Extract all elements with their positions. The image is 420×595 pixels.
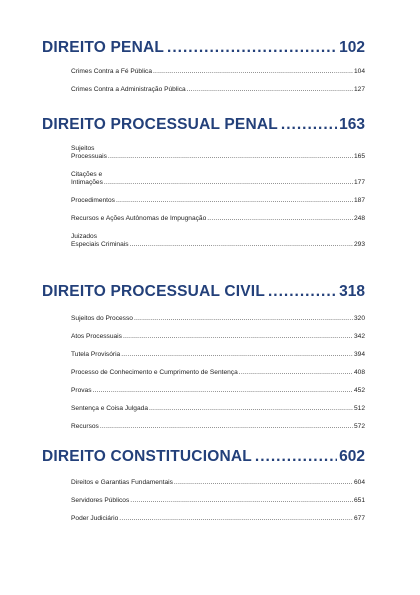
toc-entry[interactable] xyxy=(71,233,365,249)
entry-title-line1: Sujeitos xyxy=(71,145,95,152)
leader-dots xyxy=(104,179,353,187)
leader-dots xyxy=(174,479,353,487)
toc-entry[interactable] xyxy=(71,215,365,223)
leader-dots xyxy=(116,197,353,205)
toc-section-processual-civil xyxy=(42,283,365,441)
section-heading[interactable] xyxy=(42,448,365,470)
section-heading[interactable] xyxy=(42,116,365,138)
leader-dots xyxy=(134,315,353,323)
entry-title: Sujeitos do Processo xyxy=(71,315,133,322)
section-heading[interactable] xyxy=(42,283,365,305)
entry-title: Processo de Conhecimento e Cumprimento de Sentença xyxy=(71,369,238,376)
toc-entry[interactable] xyxy=(71,68,365,76)
entry-title: Recursos xyxy=(71,423,99,430)
leader-dots xyxy=(239,369,353,377)
leader-dots xyxy=(93,387,353,395)
section-title: DIREITO PROCESSUAL PENAL xyxy=(42,116,278,133)
section-title: DIREITO PENAL xyxy=(42,39,165,56)
entry-title: Intimações xyxy=(71,179,103,186)
toc-entry[interactable] xyxy=(71,86,365,94)
toc-entry[interactable] xyxy=(71,387,365,395)
toc-entry[interactable] xyxy=(71,145,365,161)
entry-page: 572 xyxy=(353,423,365,430)
toc-entry[interactable] xyxy=(71,479,365,487)
entry-page: 104 xyxy=(353,68,365,75)
entry-page: 165 xyxy=(353,153,365,160)
section-page: 163 xyxy=(339,116,365,133)
section-heading[interactable] xyxy=(42,39,365,61)
toc-entry[interactable] xyxy=(71,171,365,187)
leader-dots xyxy=(153,68,353,76)
entry-page: 677 xyxy=(353,515,365,522)
toc-entry[interactable] xyxy=(71,423,365,431)
entry-title: Sentença e Coisa Julgada xyxy=(71,405,148,412)
toc-entry[interactable] xyxy=(71,369,365,377)
entry-title: Poder Judiciário xyxy=(71,515,119,522)
toc-entry[interactable] xyxy=(71,497,365,505)
entry-title: Servidores Públicos xyxy=(71,497,130,504)
section-page: 318 xyxy=(339,283,365,300)
entry-page: 177 xyxy=(353,179,365,186)
entry-page: 512 xyxy=(353,405,365,412)
toc-section-constitucional xyxy=(42,448,365,533)
entry-page: 320 xyxy=(353,315,365,322)
toc-entry[interactable] xyxy=(71,515,365,523)
entry-title: Atos Processuais xyxy=(71,333,122,340)
leader-dots xyxy=(108,153,353,161)
entry-title: Tutela Provisória xyxy=(71,351,121,358)
entry-page: 293 xyxy=(353,241,365,248)
entry-page: 604 xyxy=(353,479,365,486)
entry-title: Especiais Criminais xyxy=(71,241,129,248)
entry-page: 408 xyxy=(353,369,365,376)
leader-dots xyxy=(123,333,353,341)
leader-dots xyxy=(187,86,353,94)
section-title: DIREITO CONSTITUCIONAL xyxy=(42,448,252,465)
entry-page: 248 xyxy=(353,215,365,222)
leader-dots xyxy=(130,241,353,249)
section-title: DIREITO PROCESSUAL CIVIL xyxy=(42,283,265,300)
entry-title: Recursos e Ações Autônomas de Impugnação xyxy=(71,215,207,222)
section-page: 102 xyxy=(339,39,365,56)
entry-page: 187 xyxy=(353,197,365,204)
leader-dots xyxy=(121,351,353,359)
leader-dots xyxy=(255,448,337,466)
toc-entry[interactable] xyxy=(71,197,365,205)
entry-page: 651 xyxy=(353,497,365,504)
entry-title: Procedimentos xyxy=(71,197,115,204)
entry-title: Direitos e Garantias Fundamentais xyxy=(71,479,173,486)
leader-dots xyxy=(130,497,353,505)
entry-title: Provas xyxy=(71,387,92,394)
leader-dots xyxy=(149,405,353,413)
entry-title: Crimes Contra a Administração Pública xyxy=(71,86,186,93)
entry-page: 342 xyxy=(353,333,365,340)
leader-dots xyxy=(167,39,337,57)
entry-page: 127 xyxy=(353,86,365,93)
entry-page: 394 xyxy=(353,351,365,358)
entry-title: Crimes Contra a Fé Pública xyxy=(71,68,152,75)
leader-dots xyxy=(100,423,353,431)
toc-entry[interactable] xyxy=(71,405,365,413)
leader-dots xyxy=(207,215,353,223)
entry-title: Processuais xyxy=(71,153,107,160)
toc-section-penal xyxy=(42,39,365,104)
entry-title-line1: Citações e xyxy=(71,171,103,178)
entry-page: 452 xyxy=(353,387,365,394)
toc-entry[interactable] xyxy=(71,333,365,341)
toc-entry[interactable] xyxy=(71,315,365,323)
section-page: 602 xyxy=(339,448,365,465)
entry-title-line1: Juizados xyxy=(71,233,98,240)
toc-section-processual-penal xyxy=(42,116,365,259)
toc-entry[interactable] xyxy=(71,351,365,359)
leader-dots xyxy=(119,515,353,523)
leader-dots xyxy=(268,283,337,301)
leader-dots xyxy=(281,116,337,134)
